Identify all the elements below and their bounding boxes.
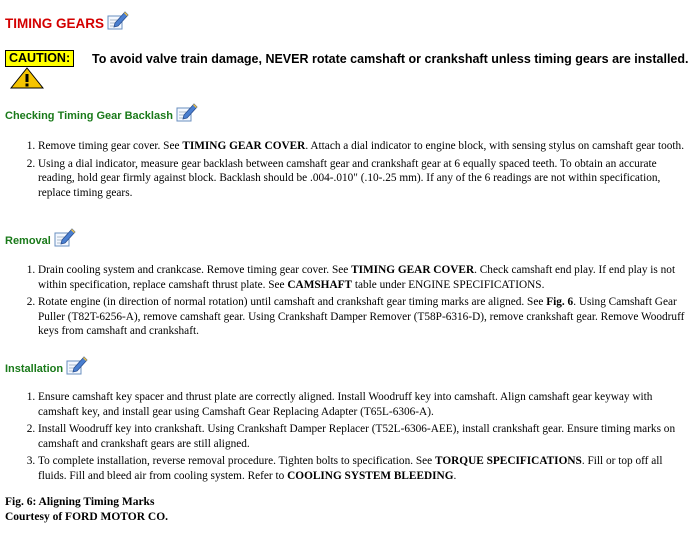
step-text: Using a dial indicator, measure gear backlash between camshaft gear and crankshaft gear at 6 equally spaced teeth. To obtain an accurate reading, hold gear firmly against block. Backlash should be .004-.010" (.10-.25 mm). If any of the 6 readings are not within specification, replace timing gears.: [38, 157, 661, 199]
step-text: Drain cooling system and crankcase. Remove timing gear cover. See: [38, 264, 352, 276]
step-item: [38, 295, 693, 339]
step-item: [38, 263, 693, 292]
edit-note-icon[interactable]: [176, 102, 198, 122]
step-text: . Check camshaft end play. If end play is not within specification, replace camshaft thrust plate. See: [38, 264, 676, 291]
step-text: Ensure camshaft key spacer and thrust plate are correctly aligned. Install Woodruff key into camshaft. Align camshaft gear keyway with camshaft key, and install gear using Camshaft Gear Replacing Adapter (T65L-6306-A).: [38, 391, 653, 418]
warning-triangle-icon: [10, 67, 44, 89]
step-text: To complete installation, reverse removal procedure. Tighten bolts to specification. See: [38, 455, 436, 467]
steps-list: [0, 139, 693, 203]
edit-note-icon[interactable]: [107, 10, 129, 30]
step-text: . Using Camshaft Gear Puller (T82T-6256-A), remove camshaft gear. Using Crankshaft Damper Remover (T58P-6316-D), remove crankshaft gear. Remove Woodruff keys from camshaft and crankshaft.: [38, 296, 685, 337]
step-text: .: [453, 469, 457, 482]
step-text: . Attach a dial indicator to engine block, with sensing stylus on camshaft gear tooth.: [305, 140, 685, 152]
caution-text: To avoid valve train damage, NEVER rotate camshaft or crankshaft unless timing gears are installed.: [92, 52, 689, 66]
reference-term: CAMSHAFT: [287, 278, 353, 291]
section-heading-text: Installation: [5, 363, 64, 375]
edit-note-icon[interactable]: [54, 227, 76, 247]
edit-note-icon[interactable]: [66, 355, 88, 375]
reference-term: TIMING GEAR COVER: [351, 264, 475, 276]
step-item: [38, 454, 693, 483]
step-item: [38, 157, 693, 201]
reference-term: Fig. 6: [546, 296, 574, 308]
step-text: Remove timing gear cover. See: [38, 140, 183, 152]
page-title: [5, 16, 129, 31]
caution-label: CAUTION:: [5, 50, 74, 67]
figure-caption-block: [5, 495, 168, 525]
step-text: . Fill or top off all fluids. Fill and bleed air from cooling system. Refer to: [38, 455, 663, 482]
caution-badge: [5, 50, 75, 90]
reference-term: TORQUE SPECIFICATIONS: [435, 455, 582, 467]
step-item: [38, 390, 693, 419]
step-item: [38, 422, 693, 451]
step-item: [38, 139, 693, 154]
section-heading-backlash: [5, 110, 198, 122]
section-heading-text: Removal: [5, 235, 51, 247]
reference-term: TIMING GEAR COVER: [182, 140, 306, 152]
step-text: table under ENGINE SPECIFICATIONS.: [352, 278, 545, 291]
reference-term: COOLING SYSTEM BLEEDING: [287, 469, 454, 482]
section-heading-removal: [5, 235, 76, 247]
step-text: Rotate engine (in direction of normal rotation) until camshaft and crankshaft gear timing marks are aligned. See: [38, 296, 547, 308]
steps-list: [0, 390, 693, 486]
step-text: Install Woodruff key into crankshaft. Using Crankshaft Damper Replacer (T52L-6306-AEE), install crankshaft gear. Ensure timing marks on camshaft and crankshaft gears are still aligned.: [38, 423, 676, 450]
figure-caption: Fig. 6: Aligning Timing Marks: [5, 496, 155, 508]
page-title-text: TIMING GEARS: [5, 16, 105, 31]
figure-credit: Courtesy of FORD MOTOR CO.: [5, 511, 169, 523]
section-heading-text: Checking Timing Gear Backlash: [5, 110, 173, 122]
steps-list: [0, 263, 693, 342]
section-heading-installation: [5, 363, 88, 375]
